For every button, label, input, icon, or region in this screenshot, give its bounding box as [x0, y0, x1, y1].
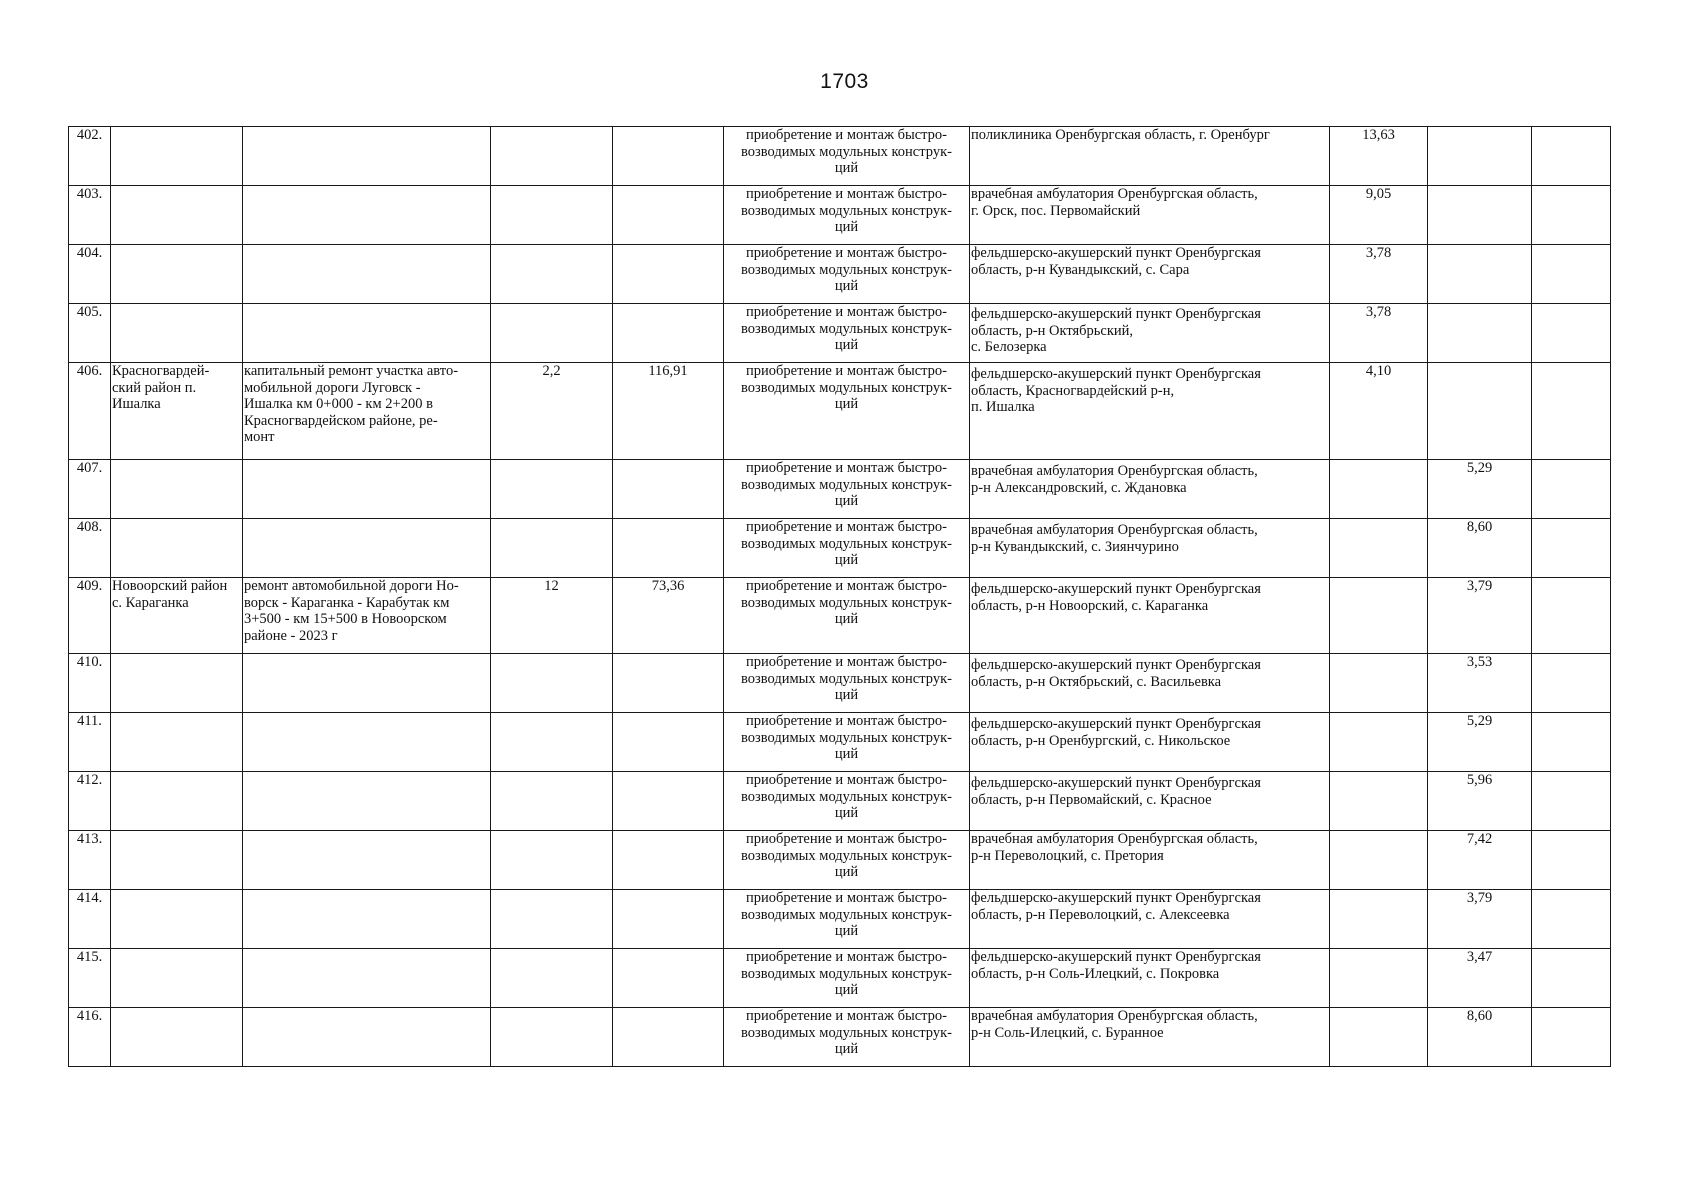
work-type-cell: приобретение и монтаж быстро- возводимых модульных конструк- ций: [724, 127, 970, 186]
work-type-cell: приобретение и монтаж быстро- возводимых модульных конструк- ций: [724, 578, 970, 654]
road-work-cell: ремонт автомобильной дороги Но- ворск - Караганка - Карабутак км 3+500 - км 15+500 в Новоорском районе - 2023 г: [243, 578, 491, 654]
district-cell: [111, 1008, 243, 1067]
facility-cell: врачебная амбулатория Оренбургская область, г. Орск, пос. Первомайский: [970, 186, 1330, 245]
value-cell: [1532, 127, 1611, 186]
district-cell: [111, 304, 243, 363]
value-cell: [1330, 654, 1428, 713]
work-type-cell: приобретение и монтаж быстро- возводимых модульных конструк- ций: [724, 890, 970, 949]
value-cell: 3,79: [1428, 578, 1532, 654]
district-cell: [111, 127, 243, 186]
value-cell: [1532, 245, 1611, 304]
row-number: 405.: [69, 304, 111, 363]
road-work-cell: [243, 127, 491, 186]
table-row: [69, 654, 1611, 713]
value-cell: [1532, 713, 1611, 772]
value-cell: [1428, 127, 1532, 186]
value-cell: [1330, 713, 1428, 772]
facility-cell: поликлиника Оренбургская область, г. Оренбург: [970, 127, 1330, 186]
value-cell: 4,10: [1330, 363, 1428, 460]
table-row: [69, 519, 1611, 578]
district-cell: [111, 713, 243, 772]
value-cell: [1532, 363, 1611, 460]
road-work-cell: [243, 831, 491, 890]
value-cell: [1330, 1008, 1428, 1067]
length-cell: [491, 127, 613, 186]
table-row: [69, 127, 1611, 186]
value-cell: 3,78: [1330, 304, 1428, 363]
district-cell: [111, 519, 243, 578]
cost-cell: [613, 304, 724, 363]
length-cell: [491, 772, 613, 831]
value-cell: [1330, 578, 1428, 654]
row-number: 404.: [69, 245, 111, 304]
value-cell: 8,60: [1428, 519, 1532, 578]
row-number: 416.: [69, 1008, 111, 1067]
value-cell: 13,63: [1330, 127, 1428, 186]
value-cell: [1330, 772, 1428, 831]
facility-cell: фельдшерско-акушерский пункт Оренбургская область, р-н Оренбургский, с. Никольское: [970, 713, 1330, 772]
work-type-cell: приобретение и монтаж быстро- возводимых модульных конструк- ций: [724, 831, 970, 890]
facility-cell: фельдшерско-акушерский пункт Оренбургская область, р-н Первомайский, с. Красное: [970, 772, 1330, 831]
work-type-cell: приобретение и монтаж быстро- возводимых модульных конструк- ций: [724, 949, 970, 1008]
facilities-table: [68, 126, 1611, 1067]
length-cell: [491, 890, 613, 949]
value-cell: [1428, 245, 1532, 304]
cost-cell: [613, 831, 724, 890]
length-cell: [491, 654, 613, 713]
value-cell: 3,47: [1428, 949, 1532, 1008]
road-work-cell: [243, 245, 491, 304]
value-cell: 3,78: [1330, 245, 1428, 304]
table-row: [69, 304, 1611, 363]
length-cell: [491, 713, 613, 772]
value-cell: [1330, 890, 1428, 949]
road-work-cell: [243, 654, 491, 713]
district-cell: [111, 890, 243, 949]
value-cell: [1330, 519, 1428, 578]
district-cell: [111, 654, 243, 713]
work-type-cell: приобретение и монтаж быстро- возводимых модульных конструк- ций: [724, 245, 970, 304]
value-cell: [1330, 831, 1428, 890]
table-row: [69, 949, 1611, 1008]
cost-cell: 73,36: [613, 578, 724, 654]
cost-cell: [613, 949, 724, 1008]
value-cell: [1532, 304, 1611, 363]
table-row: [69, 713, 1611, 772]
row-number: 411.: [69, 713, 111, 772]
work-type-cell: приобретение и монтаж быстро- возводимых модульных конструк- ций: [724, 772, 970, 831]
road-work-cell: капитальный ремонт участка авто- мобильной дороги Луговск - Ишалка км 0+000 - км 2+200 в Красногвардейском районе, ре- монт: [243, 363, 491, 460]
road-work-cell: [243, 890, 491, 949]
cost-cell: [613, 245, 724, 304]
district-cell: Новоорский район с. Караганка: [111, 578, 243, 654]
value-cell: [1532, 519, 1611, 578]
value-cell: [1532, 890, 1611, 949]
value-cell: [1428, 363, 1532, 460]
length-cell: 12: [491, 578, 613, 654]
row-number: 410.: [69, 654, 111, 713]
length-cell: [491, 949, 613, 1008]
road-work-cell: [243, 713, 491, 772]
table-row: [69, 245, 1611, 304]
row-number: 403.: [69, 186, 111, 245]
district-cell: [111, 460, 243, 519]
row-number: 407.: [69, 460, 111, 519]
value-cell: 3,79: [1428, 890, 1532, 949]
cost-cell: [613, 519, 724, 578]
value-cell: [1532, 772, 1611, 831]
table-row: [69, 460, 1611, 519]
facility-cell: фельдшерско-акушерский пункт Оренбургская область, р-н Кувандыкский, с. Сара: [970, 245, 1330, 304]
district-cell: [111, 245, 243, 304]
length-cell: 2,2: [491, 363, 613, 460]
work-type-cell: приобретение и монтаж быстро- возводимых модульных конструк- ций: [724, 460, 970, 519]
row-number: 412.: [69, 772, 111, 831]
facility-cell: фельдшерско-акушерский пункт Оренбургская область, р-н Новоорский, с. Караганка: [970, 578, 1330, 654]
cost-cell: [613, 127, 724, 186]
value-cell: 7,42: [1428, 831, 1532, 890]
value-cell: [1532, 1008, 1611, 1067]
value-cell: 8,60: [1428, 1008, 1532, 1067]
facility-cell: врачебная амбулатория Оренбургская область, р-н Переволоцкий, с. Претория: [970, 831, 1330, 890]
road-work-cell: [243, 772, 491, 831]
table-row: [69, 578, 1611, 654]
length-cell: [491, 304, 613, 363]
facility-cell: врачебная амбулатория Оренбургская область, р-н Кувандыкский, с. Зиянчурино: [970, 519, 1330, 578]
cost-cell: [613, 186, 724, 245]
row-number: 415.: [69, 949, 111, 1008]
length-cell: [491, 1008, 613, 1067]
value-cell: 5,29: [1428, 460, 1532, 519]
work-type-cell: приобретение и монтаж быстро- возводимых модульных конструк- ций: [724, 519, 970, 578]
cost-cell: [613, 654, 724, 713]
road-work-cell: [243, 1008, 491, 1067]
facility-cell: фельдшерско-акушерский пункт Оренбургская область, Красногвардейский р-н, п. Ишалка: [970, 363, 1330, 460]
value-cell: [1532, 578, 1611, 654]
row-number: 408.: [69, 519, 111, 578]
row-number: 409.: [69, 578, 111, 654]
row-number: 413.: [69, 831, 111, 890]
value-cell: [1532, 831, 1611, 890]
cost-cell: [613, 460, 724, 519]
cost-cell: [613, 713, 724, 772]
district-cell: [111, 831, 243, 890]
length-cell: [491, 460, 613, 519]
facility-cell: фельдшерско-акушерский пункт Оренбургская область, р-н Октябрьский, с. Васильевка: [970, 654, 1330, 713]
district-cell: [111, 186, 243, 245]
value-cell: [1532, 186, 1611, 245]
road-work-cell: [243, 519, 491, 578]
road-work-cell: [243, 460, 491, 519]
cost-cell: [613, 772, 724, 831]
table-row: [69, 890, 1611, 949]
row-number: 406.: [69, 363, 111, 460]
road-work-cell: [243, 304, 491, 363]
table-row: [69, 186, 1611, 245]
facility-cell: фельдшерско-акушерский пункт Оренбургская область, р-н Переволоцкий, с. Алексеевка: [970, 890, 1330, 949]
district-cell: [111, 949, 243, 1008]
length-cell: [491, 831, 613, 890]
length-cell: [491, 186, 613, 245]
district-cell: [111, 772, 243, 831]
value-cell: 5,29: [1428, 713, 1532, 772]
length-cell: [491, 519, 613, 578]
value-cell: 5,96: [1428, 772, 1532, 831]
work-type-cell: приобретение и монтаж быстро- возводимых модульных конструк- ций: [724, 1008, 970, 1067]
cost-cell: 116,91: [613, 363, 724, 460]
table-row: [69, 1008, 1611, 1067]
road-work-cell: [243, 949, 491, 1008]
road-work-cell: [243, 186, 491, 245]
facility-cell: фельдшерско-акушерский пункт Оренбургская область, р-н Октябрьский, с. Белозерка: [970, 304, 1330, 363]
facility-cell: врачебная амбулатория Оренбургская область, р-н Александровский, с. Ждановка: [970, 460, 1330, 519]
cost-cell: [613, 890, 724, 949]
table-row: [69, 772, 1611, 831]
work-type-cell: приобретение и монтаж быстро- возводимых модульных конструк- ций: [724, 186, 970, 245]
facility-cell: фельдшерско-акушерский пункт Оренбургская область, р-н Соль-Илецкий, с. Покровка: [970, 949, 1330, 1008]
value-cell: [1330, 460, 1428, 519]
table-row: [69, 363, 1611, 460]
value-cell: [1428, 186, 1532, 245]
table-row: [69, 831, 1611, 890]
district-cell: Красногвардей- ский район п. Ишалка: [111, 363, 243, 460]
work-type-cell: приобретение и монтаж быстро- возводимых модульных конструк- ций: [724, 654, 970, 713]
value-cell: [1330, 949, 1428, 1008]
length-cell: [491, 245, 613, 304]
work-type-cell: приобретение и монтаж быстро- возводимых модульных конструк- ций: [724, 363, 970, 460]
cost-cell: [613, 1008, 724, 1067]
value-cell: 3,53: [1428, 654, 1532, 713]
facility-cell: врачебная амбулатория Оренбургская область, р-н Соль-Илецкий, с. Буранное: [970, 1008, 1330, 1067]
page-number: 1703: [820, 70, 869, 93]
work-type-cell: приобретение и монтаж быстро- возводимых модульных конструк- ций: [724, 304, 970, 363]
value-cell: [1532, 654, 1611, 713]
work-type-cell: приобретение и монтаж быстро- возводимых модульных конструк- ций: [724, 713, 970, 772]
row-number: 414.: [69, 890, 111, 949]
value-cell: [1428, 304, 1532, 363]
row-number: 402.: [69, 127, 111, 186]
value-cell: 9,05: [1330, 186, 1428, 245]
value-cell: [1532, 949, 1611, 1008]
value-cell: [1532, 460, 1611, 519]
